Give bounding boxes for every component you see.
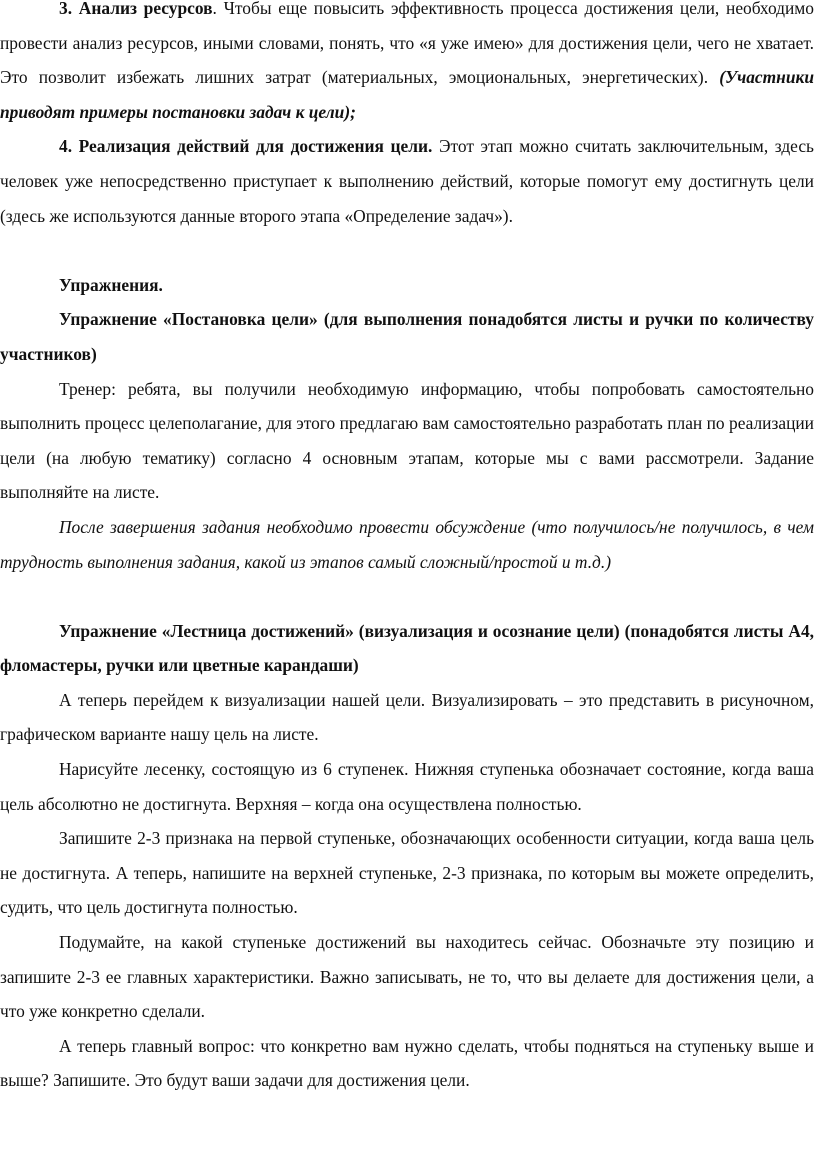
blank-line bbox=[0, 579, 814, 614]
exercises-heading: Упражнения. bbox=[59, 274, 163, 295]
exercise-1-note: После завершения задания необходимо провести обсуждение (что получилось/не получилось, в чем трудность выполнения задания, какой из этапов самый сложный/простой и т.д.) bbox=[0, 516, 814, 572]
exercise-2-paragraph: Запишите 2-3 признака на первой ступеньке, обозначающих особенности ситуации, когда ваша цель не достигнута. А теперь, напишите на верхней ступеньке, 2-3 признака, по которым вы можете определить, судить, что цель достигнута полностью. bbox=[0, 828, 814, 918]
exercise-2-paragraph: А теперь перейдем к визуализации нашей цели. Визуализировать – это представить в рисуночном, графическом варианте нашу цель на листе. bbox=[0, 689, 814, 745]
step-4-text: Этот этап можно считать заключительным, здесь человек уже непосредственно приступает к выполнению действий, которые помогут ему достигнуть цели (здесь же используются данные второго этапа «Определение задач»). bbox=[0, 136, 814, 226]
exercise-2-title: Упражнение «Лестница достижений» (визуализация и осознание цели) (понадобятся листы А4, фломастеры, ручки или цветные карандаши) bbox=[0, 620, 814, 676]
step-4-heading: 4. Реализация действий для достижения цели. bbox=[59, 136, 433, 157]
step-3-heading: 3. Анализ ресурсов bbox=[59, 0, 213, 18]
exercise-1-title: Упражнение «Постановка цели» (для выполнения понадобятся листы и ручки по количеству участников) bbox=[0, 309, 814, 364]
paragraph-resource-analysis bbox=[0, 0, 814, 129]
step-3-text: . Чтобы еще повысить эффективность процесса достижения цели, необходимо провести анализ ресурсов, иными словами, понять, что «я уже имею» для достижения цели, чего не хватает. Это позволит избежать лишних затрат (материальных, эмоциональных, энергетических). bbox=[0, 0, 814, 88]
step-3-note: (Участники приводят примеры постановки задач к цели); bbox=[0, 67, 814, 122]
exercise-2-paragraph: Нарисуйте лесенку, состоящую из 6 ступенек. Нижняя ступенька обозначает состояние, когда ваша цель абсолютно не достигнута. Верхняя – когда она осуществлена полностью. bbox=[0, 759, 814, 814]
paragraph-action-realization bbox=[0, 129, 814, 233]
blank-line bbox=[0, 233, 814, 268]
exercise-1-text: Тренер: ребята, вы получили необходимую информацию, чтобы попробовать самостоятельно выполнить процесс целеполагание, для этого предлагаю вам самостоятельно разработать план по реализации цели (на любую тематику) согласно 4 основным этапам, которые мы с вами рассмотрели. Задание выполняйте на листе. bbox=[0, 378, 814, 503]
exercise-2-paragraph: Подумайте, на какой ступеньке достижений вы находитесь сейчас. Обозначьте эту позицию и запишите 2-3 ее главных характеристики. Важно записывать, не то, что вы делаете для достижения цели, а что уже конкретно сделали. bbox=[0, 932, 814, 1022]
exercise-2-paragraph: А теперь главный вопрос: что конкретно вам нужно сделать, чтобы подняться на ступеньку выше и выше? Запишите. Это будут ваши задачи для достижения цели. bbox=[0, 1035, 814, 1091]
